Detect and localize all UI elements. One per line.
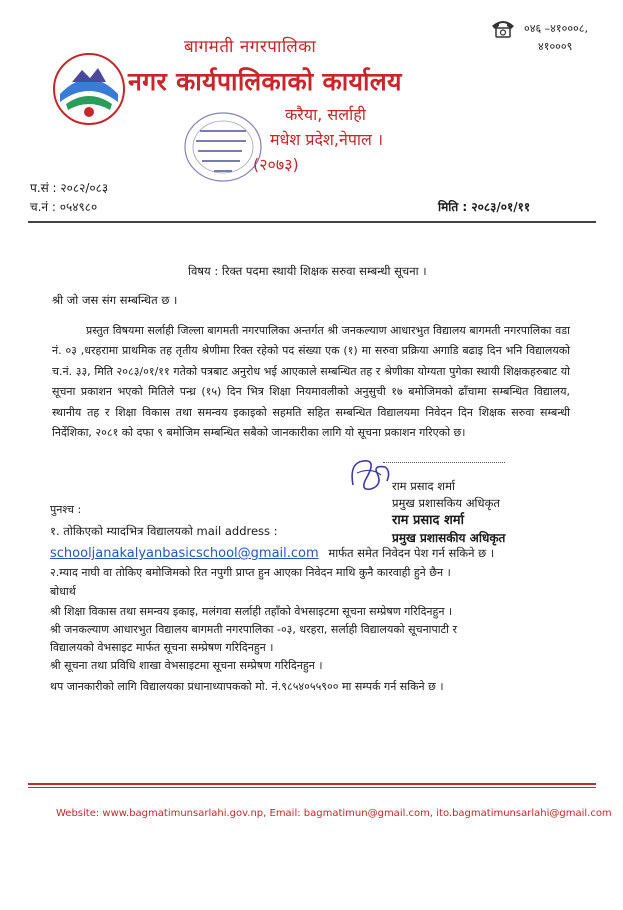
- postscript-item-1-tail: मार्फत समेत निवेदन पेश गर्न सकिने छ ।: [328, 546, 495, 560]
- postscript-item-1: १. तोकिएको म्यादभित्र विद्यालयको mail address :: [50, 524, 278, 538]
- letter-subject: विषय : रिक्त पदमा स्थायी शिक्षक सरुवा सम्बन्धी सूचना ।: [188, 264, 427, 278]
- office-stamp-icon: [178, 108, 268, 186]
- salutation: श्री जो जस संग सम्बन्धित छ ।: [52, 293, 178, 307]
- cc-item-3: श्री सूचना तथा प्रविधि शाखा वेभसाइटमा सूचना सम्प्रेषण गरिदिनहुन ।: [50, 659, 323, 672]
- municipality-logo-icon: [52, 52, 126, 126]
- postscript-item-2: २.म्याद नाघी वा तोकिए बमोजिमको रित नपुगी प्राप्त हुन आएका निवेदन माथि कुनै कारवाही हुने छैन ।: [50, 566, 451, 579]
- office-address: करैया, सर्लाही: [285, 105, 366, 124]
- name-stamp: राम प्रसाद शर्मा: [392, 513, 464, 528]
- header-divider: [28, 221, 596, 223]
- cc-item-2b: विद्यालयको वेभसाइट मार्फत सूचना सम्प्रेषण गरिदिनहुन ।: [50, 641, 274, 654]
- contact-info: थप जानकारीको लागि विद्यालयका प्रधानाध्यापकको मो. नं.९८५४०५५९०० मा सम्पर्क गर्न सकिने छ ।: [50, 680, 444, 693]
- footer-contacts: Website: www.bagmatimunsarlahi.gov.np, Email: bagmatimun@gmail.com, ito.bagmatimunsarlahi@gmail.com: [56, 808, 612, 819]
- telephone-icon: [490, 18, 516, 38]
- postscript-label: पुनश्च :: [50, 503, 82, 516]
- notice-body-text: प्रस्तुत विषयमा सर्लाही जिल्ला बागमती नगरपालिका अन्तर्गत श्री जनकल्याण आधारभुत विद्यालय बागमती नगरपालिका वडा नं. ०३ ,धरहरामा प्राथमिक तह तृतीय श्रेणीमा रिक्त रहेको पद संख्या एक (१) मा सरुवा प्रक्रिया अगाडि बढाइ दिन भनि विद्यालयको च.नं. ३३, मिति २०८३/०१/११ गतेको पत्रबाट अनुरोध भई आएकाले सम्बन्धित तह र श्रेणीका योग्यता पुगेका स्थायी शिक्षकहरुबाट यो सूचना प्रकाशन भएको मितिले पन्ध्र (१५) दिन भित्र शिक्षा नियमावलीको अनुसुची १७ बमोजिमको ढाँचामा सम्बन्धित विद्यालय, स्थानीय तह र शिक्षा विकास तथा समन्वय इकाइको सहमति सहित सम्बन्धित विद्यालयमा निवेदन दिन शिक्षक सरुवा सम्बन्धी निर्देशिका, २०८१ को दफा ९ बमोजिम सम्बन्धित सबैको जानकारीका लागि यो सूचना प्रकाशन गरिएको छ।: [52, 324, 570, 440]
- title-stamp: प्रमुख प्रशासकीय अधिकृत: [392, 531, 506, 545]
- cc-item-2a: श्री जनकल्याण आधारभुत विद्यालय बागमती नगरपालिका -०३, धरहरा, सर्लाही विद्यालयको सूचनापाटी र: [50, 623, 458, 636]
- cc-item-1: श्री शिक्षा विकास तथा समन्वय इकाइ, मलंगवा सर्लाही तहाँको वेभसाइटमा सूचना सम्प्रेषण गरिदिनहुन ।: [50, 605, 453, 618]
- signatory-title: प्रमुख प्रशासकिय अधिकृत: [392, 496, 500, 510]
- municipality-name: बागमती नगरपालिका: [184, 37, 317, 57]
- dispatch-number: च.नं : ०५४९८०: [30, 200, 98, 214]
- cc-label: बोधार्थ: [50, 585, 76, 598]
- school-email-link[interactable]: schooljanakalyanbasicschool@gmail.com: [50, 546, 319, 561]
- footer-divider-thin: [28, 787, 596, 788]
- footer-divider: [28, 783, 596, 785]
- signatory-name: राम प्रसाद शर्मा: [392, 479, 455, 493]
- postscript-item-1-email-line: [50, 546, 494, 561]
- notice-body: [52, 321, 570, 443]
- signature-line: [383, 462, 505, 463]
- phone-number-1: ०४६ –४१०००८,: [524, 22, 588, 35]
- office-name: नगर कार्यपालिकाको कार्यालय: [128, 67, 402, 96]
- reference-number: प.सं : २०८२/०८३: [30, 181, 109, 195]
- phone-number-2: ४१०००९: [538, 40, 573, 53]
- office-province: मधेश प्रदेश,नेपाल ।: [270, 130, 384, 149]
- office-established-year: (२०७३): [253, 155, 299, 174]
- letter-date: मिति : २०८३/०१/११: [438, 200, 531, 214]
